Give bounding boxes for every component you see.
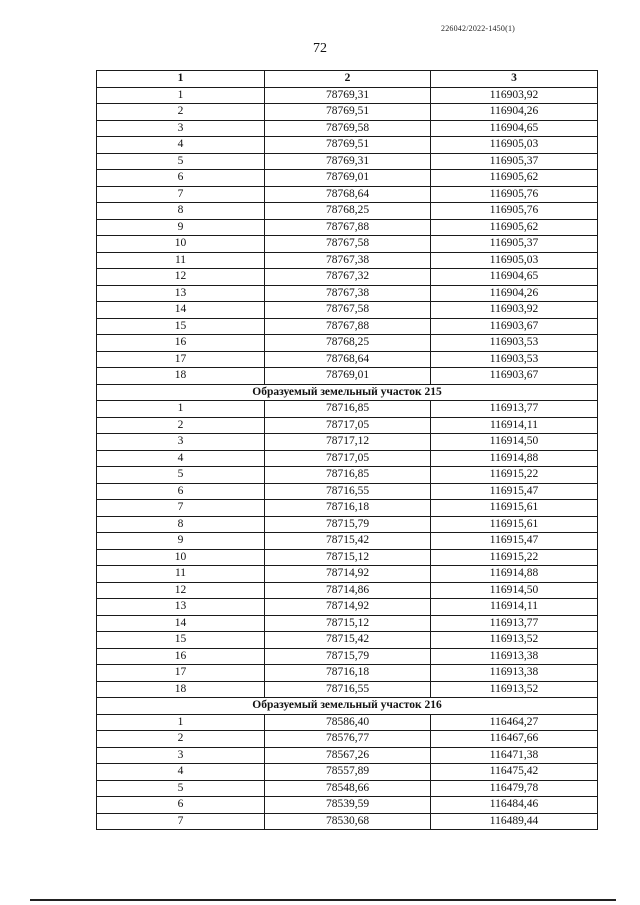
x-coordinate-cell: 78769,31 (265, 153, 431, 170)
point-number-cell: 12 (97, 269, 265, 286)
x-coordinate-cell: 78539,59 (265, 797, 431, 814)
point-number-cell: 9 (97, 219, 265, 236)
table-row (97, 450, 598, 467)
table-row (97, 203, 598, 220)
x-coordinate-cell: 78717,12 (265, 434, 431, 451)
point-number-cell: 5 (97, 780, 265, 797)
x-coordinate-cell: 78717,05 (265, 417, 431, 434)
x-coordinate-cell: 78715,79 (265, 648, 431, 665)
table-row (97, 747, 598, 764)
point-number-cell: 18 (97, 681, 265, 698)
x-coordinate-cell: 78716,55 (265, 681, 431, 698)
table-row (97, 566, 598, 583)
x-coordinate-cell: 78716,18 (265, 500, 431, 517)
table-row (97, 87, 598, 104)
point-number-cell: 1 (97, 87, 265, 104)
y-coordinate-cell: 116905,62 (431, 219, 598, 236)
point-number-cell: 7 (97, 500, 265, 517)
table-row (97, 467, 598, 484)
point-number-cell: 10 (97, 549, 265, 566)
x-coordinate-cell: 78717,05 (265, 450, 431, 467)
x-coordinate-cell: 78715,42 (265, 533, 431, 550)
point-number-cell: 2 (97, 104, 265, 121)
x-coordinate-cell: 78715,12 (265, 549, 431, 566)
table-row (97, 500, 598, 517)
x-coordinate-cell: 78769,51 (265, 104, 431, 121)
point-number-cell: 6 (97, 797, 265, 814)
point-number-cell: 5 (97, 153, 265, 170)
column-header-point: 1 (97, 71, 265, 88)
table-row (97, 681, 598, 698)
y-coordinate-cell: 116489,44 (431, 813, 598, 830)
coordinates-table-body (97, 71, 598, 830)
y-coordinate-cell: 116915,22 (431, 549, 598, 566)
y-coordinate-cell: 116914,50 (431, 434, 598, 451)
y-coordinate-cell: 116904,26 (431, 104, 598, 121)
y-coordinate-cell: 116913,77 (431, 401, 598, 418)
point-number-cell: 17 (97, 665, 265, 682)
table-row (97, 615, 598, 632)
table-row (97, 665, 598, 682)
y-coordinate-cell: 116914,50 (431, 582, 598, 599)
y-coordinate-cell: 116903,67 (431, 368, 598, 385)
x-coordinate-cell: 78530,68 (265, 813, 431, 830)
point-number-cell: 11 (97, 566, 265, 583)
point-number-cell: 14 (97, 615, 265, 632)
table-row (97, 813, 598, 830)
x-coordinate-cell: 78716,55 (265, 483, 431, 500)
x-coordinate-cell: 78767,38 (265, 285, 431, 302)
y-coordinate-cell: 116913,38 (431, 665, 598, 682)
table-header-row (97, 71, 598, 88)
x-coordinate-cell: 78767,58 (265, 302, 431, 319)
x-coordinate-cell: 78768,64 (265, 186, 431, 203)
x-coordinate-cell: 78767,58 (265, 236, 431, 253)
x-coordinate-cell: 78769,31 (265, 87, 431, 104)
y-coordinate-cell: 116915,22 (431, 467, 598, 484)
table-row (97, 285, 598, 302)
point-number-cell: 11 (97, 252, 265, 269)
table-row (97, 582, 598, 599)
table-row (97, 302, 598, 319)
x-coordinate-cell: 78769,01 (265, 368, 431, 385)
point-number-cell: 10 (97, 236, 265, 253)
x-coordinate-cell: 78715,42 (265, 632, 431, 649)
table-row (97, 516, 598, 533)
x-coordinate-cell: 78767,32 (265, 269, 431, 286)
point-number-cell: 7 (97, 186, 265, 203)
y-coordinate-cell: 116913,52 (431, 632, 598, 649)
y-coordinate-cell: 116915,61 (431, 516, 598, 533)
point-number-cell: 13 (97, 599, 265, 616)
point-number-cell: 9 (97, 533, 265, 550)
x-coordinate-cell: 78769,58 (265, 120, 431, 137)
point-number-cell: 5 (97, 467, 265, 484)
x-coordinate-cell: 78715,12 (265, 615, 431, 632)
y-coordinate-cell: 116904,65 (431, 269, 598, 286)
y-coordinate-cell: 116914,88 (431, 566, 598, 583)
point-number-cell: 6 (97, 483, 265, 500)
x-coordinate-cell: 78716,85 (265, 467, 431, 484)
x-coordinate-cell: 78768,25 (265, 335, 431, 352)
table-row (97, 170, 598, 187)
x-coordinate-cell: 78767,88 (265, 219, 431, 236)
y-coordinate-cell: 116905,03 (431, 137, 598, 154)
table-row (97, 368, 598, 385)
point-number-cell: 7 (97, 813, 265, 830)
y-coordinate-cell: 116475,42 (431, 764, 598, 781)
table-row (97, 731, 598, 748)
y-coordinate-cell: 116904,26 (431, 285, 598, 302)
x-coordinate-cell: 78548,66 (265, 780, 431, 797)
point-number-cell: 15 (97, 632, 265, 649)
y-coordinate-cell: 116905,37 (431, 236, 598, 253)
column-header-x: 2 (265, 71, 431, 88)
x-coordinate-cell: 78715,79 (265, 516, 431, 533)
x-coordinate-cell: 78716,18 (265, 665, 431, 682)
point-number-cell: 4 (97, 764, 265, 781)
table-row (97, 417, 598, 434)
page-number: 72 (313, 41, 327, 56)
point-number-cell: 3 (97, 747, 265, 764)
table-row (97, 137, 598, 154)
table-row (97, 318, 598, 335)
table-row (97, 252, 598, 269)
x-coordinate-cell: 78714,86 (265, 582, 431, 599)
x-coordinate-cell: 78714,92 (265, 566, 431, 583)
table-row (97, 599, 598, 616)
y-coordinate-cell: 116903,92 (431, 302, 598, 319)
point-number-cell: 2 (97, 731, 265, 748)
table-row (97, 153, 598, 170)
y-coordinate-cell: 116471,38 (431, 747, 598, 764)
footer-rule (30, 899, 616, 901)
coordinates-table (96, 70, 598, 830)
point-number-cell: 1 (97, 401, 265, 418)
column-header-y: 3 (431, 71, 598, 88)
table-row (97, 219, 598, 236)
point-number-cell: 12 (97, 582, 265, 599)
y-coordinate-cell: 116913,77 (431, 615, 598, 632)
table-row (97, 351, 598, 368)
y-coordinate-cell: 116905,76 (431, 186, 598, 203)
y-coordinate-cell: 116479,78 (431, 780, 598, 797)
table-row (97, 401, 598, 418)
table-row (97, 335, 598, 352)
y-coordinate-cell: 116915,47 (431, 533, 598, 550)
point-number-cell: 8 (97, 203, 265, 220)
x-coordinate-cell: 78769,51 (265, 137, 431, 154)
point-number-cell: 2 (97, 417, 265, 434)
y-coordinate-cell: 116903,92 (431, 87, 598, 104)
x-coordinate-cell: 78768,64 (265, 351, 431, 368)
x-coordinate-cell: 78767,38 (265, 252, 431, 269)
table-row (97, 434, 598, 451)
y-coordinate-cell: 116467,66 (431, 731, 598, 748)
point-number-cell: 1 (97, 714, 265, 731)
point-number-cell: 16 (97, 335, 265, 352)
y-coordinate-cell: 116905,76 (431, 203, 598, 220)
y-coordinate-cell: 116484,46 (431, 797, 598, 814)
table-row (97, 483, 598, 500)
x-coordinate-cell: 78714,92 (265, 599, 431, 616)
y-coordinate-cell: 116913,52 (431, 681, 598, 698)
y-coordinate-cell: 116904,65 (431, 120, 598, 137)
x-coordinate-cell: 78557,89 (265, 764, 431, 781)
table-row (97, 780, 598, 797)
table-row (97, 533, 598, 550)
point-number-cell: 8 (97, 516, 265, 533)
y-coordinate-cell: 116903,67 (431, 318, 598, 335)
section-title: Образуемый земельный участок 216 (97, 698, 598, 715)
y-coordinate-cell: 116905,62 (431, 170, 598, 187)
table-row (97, 186, 598, 203)
x-coordinate-cell: 78716,85 (265, 401, 431, 418)
document-id: 226042/2022-1450(1) (441, 24, 516, 33)
y-coordinate-cell: 116915,61 (431, 500, 598, 517)
y-coordinate-cell: 116914,11 (431, 417, 598, 434)
point-number-cell: 18 (97, 368, 265, 385)
y-coordinate-cell: 116914,88 (431, 450, 598, 467)
y-coordinate-cell: 116903,53 (431, 351, 598, 368)
table-row (97, 104, 598, 121)
point-number-cell: 17 (97, 351, 265, 368)
point-number-cell: 13 (97, 285, 265, 302)
table-row (97, 764, 598, 781)
y-coordinate-cell: 116915,47 (431, 483, 598, 500)
table-row (97, 236, 598, 253)
table-row (97, 120, 598, 137)
y-coordinate-cell: 116903,53 (431, 335, 598, 352)
point-number-cell: 4 (97, 450, 265, 467)
table-row (97, 648, 598, 665)
y-coordinate-cell: 116913,38 (431, 648, 598, 665)
x-coordinate-cell: 78567,26 (265, 747, 431, 764)
section-title-row (97, 384, 598, 401)
table-row (97, 714, 598, 731)
x-coordinate-cell: 78586,40 (265, 714, 431, 731)
table-row (97, 269, 598, 286)
point-number-cell: 4 (97, 137, 265, 154)
point-number-cell: 3 (97, 434, 265, 451)
table-row (97, 632, 598, 649)
y-coordinate-cell: 116914,11 (431, 599, 598, 616)
point-number-cell: 14 (97, 302, 265, 319)
y-coordinate-cell: 116905,37 (431, 153, 598, 170)
point-number-cell: 6 (97, 170, 265, 187)
point-number-cell: 3 (97, 120, 265, 137)
point-number-cell: 15 (97, 318, 265, 335)
table-row (97, 549, 598, 566)
y-coordinate-cell: 116905,03 (431, 252, 598, 269)
section-title: Образуемый земельный участок 215 (97, 384, 598, 401)
section-title-row (97, 698, 598, 715)
table-row (97, 797, 598, 814)
x-coordinate-cell: 78769,01 (265, 170, 431, 187)
y-coordinate-cell: 116464,27 (431, 714, 598, 731)
x-coordinate-cell: 78576,77 (265, 731, 431, 748)
point-number-cell: 16 (97, 648, 265, 665)
x-coordinate-cell: 78768,25 (265, 203, 431, 220)
x-coordinate-cell: 78767,88 (265, 318, 431, 335)
